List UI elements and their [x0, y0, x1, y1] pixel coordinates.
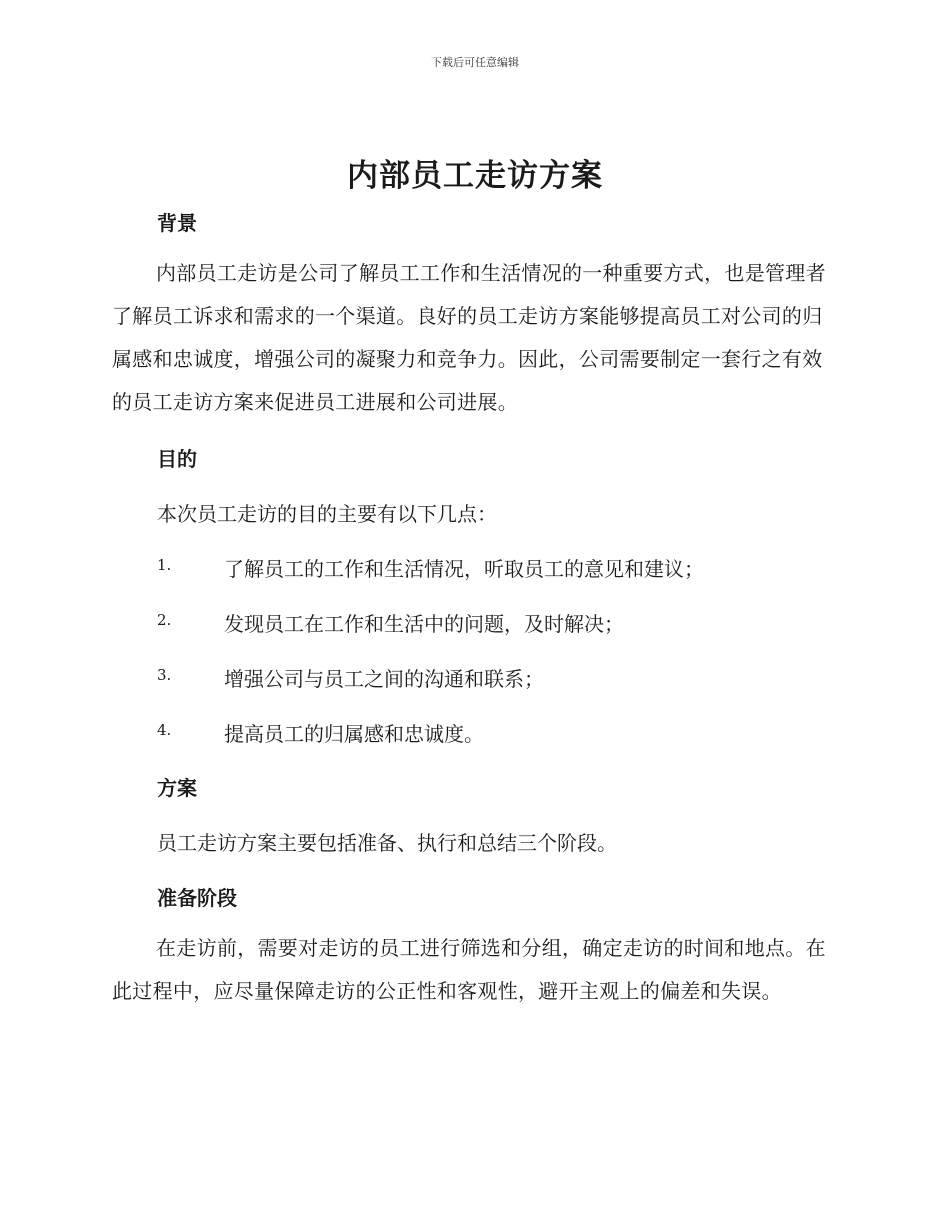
list-item-number: 4. — [157, 721, 172, 739]
list-item-text: 提高员工的归属感和忠诚度。 — [224, 722, 484, 746]
heading-background: 背景 — [157, 211, 197, 235]
heading-purpose: 目的 — [157, 447, 197, 471]
preparation-paragraph: 在走访前，需要对走访的员工进行筛选和分组，确定走访的时间和地点。在此过程中，应尽量保障走访的公正性和客观性，避开主观上的偏差和失误。 — [112, 936, 826, 1003]
header-note: 下载后可任意编辑 — [431, 56, 519, 69]
list-item-text: 增强公司与员工之间的沟通和联系； — [224, 667, 544, 691]
background-paragraph: 内部员工走访是公司了解员工工作和生活情况的一种重要方式，也是管理者了解员工诉求和需求的一个渠道。良好的员工走访方案能够提高员工对公司的归属感和忠诚度，增强公司的凝聚力和竞争力。因此，公司需要制定一套行之有效的员工走访方案来促进员工进展和公司进展。 — [112, 261, 826, 414]
purpose-intro: 本次员工走访的目的主要有以下几点： — [157, 502, 497, 526]
plan-intro: 员工走访方案主要包括准备、执行和总结三个阶段。 — [157, 831, 617, 855]
list-item-number: 3. — [157, 666, 172, 684]
heading-plan: 方案 — [157, 776, 197, 800]
document-title: 内部员工走访方案 — [347, 158, 603, 194]
heading-preparation: 准备阶段 — [157, 886, 237, 910]
list-item-text: 发现员工在工作和生活中的问题，及时解决； — [224, 612, 624, 636]
list-item-number: 1. — [157, 556, 172, 574]
list-item-text: 了解员工的工作和生活情况，听取员工的意见和建议； — [224, 557, 704, 581]
list-item-number: 2. — [157, 611, 172, 629]
